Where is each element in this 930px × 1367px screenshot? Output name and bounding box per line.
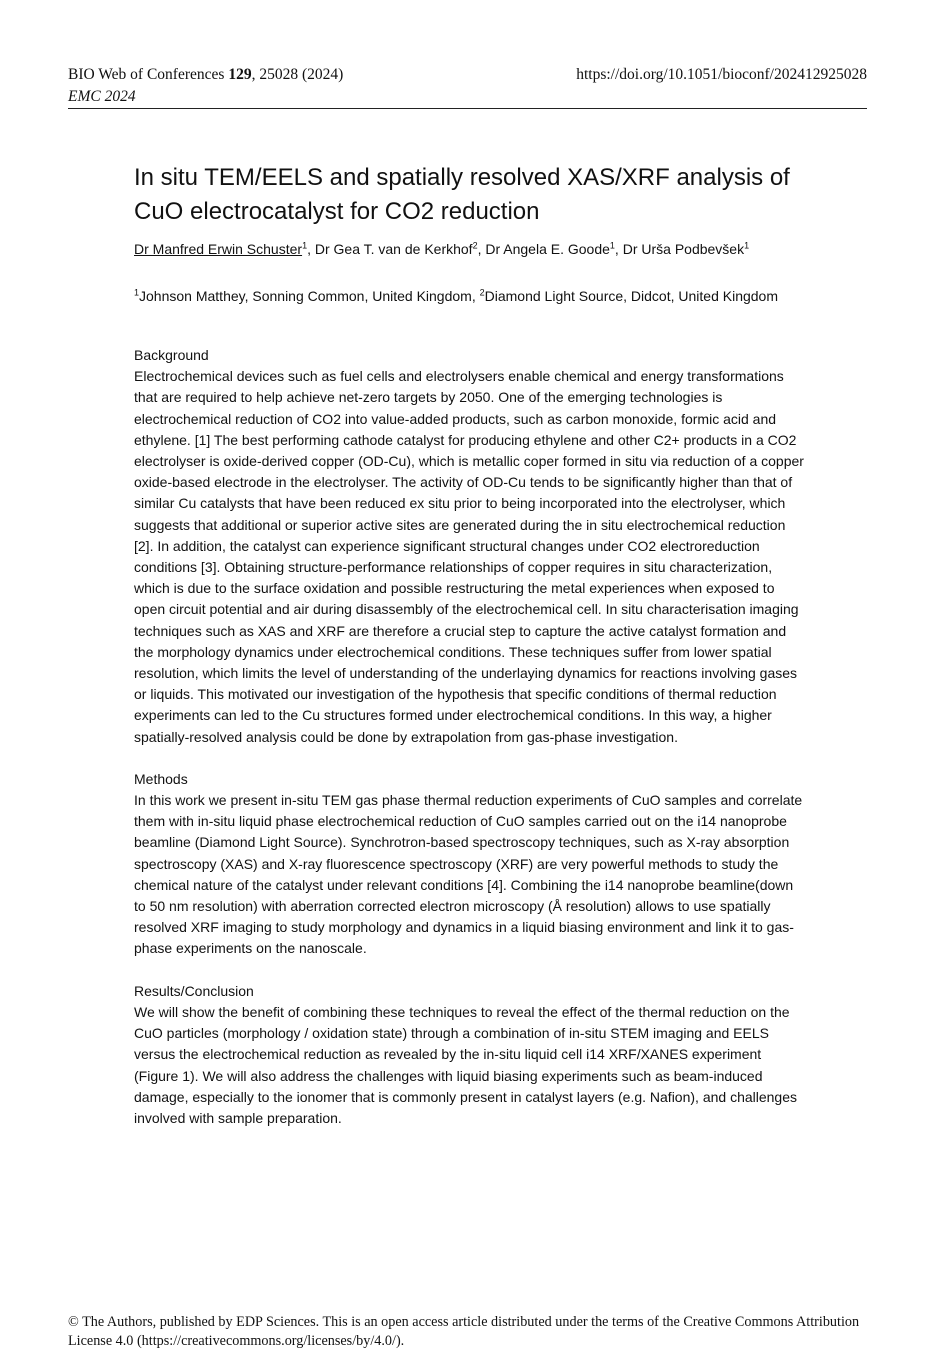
author-name: Dr Gea T. van de Kerkhof xyxy=(314,241,473,257)
journal-volume: 129 xyxy=(228,66,252,83)
author-affil-sup: 1 xyxy=(302,240,308,251)
author-item xyxy=(485,241,622,257)
affiliation-sup: 1 xyxy=(134,287,140,298)
author-name[interactable]: Dr Manfred Erwin Schuster xyxy=(134,241,303,257)
header-divider xyxy=(68,108,867,109)
author-item xyxy=(134,241,315,257)
doi-link[interactable]: https://doi.org/10.1051/bioconf/202412925028 xyxy=(576,66,867,83)
section-results xyxy=(134,981,804,1129)
conference-name: EMC 2024 xyxy=(68,88,136,105)
author-list xyxy=(134,239,804,260)
affiliation-item xyxy=(134,288,480,304)
affiliation-item xyxy=(480,288,778,304)
section-methods xyxy=(134,769,804,960)
author-separator: , xyxy=(614,241,623,257)
header-top-row xyxy=(68,64,867,86)
section-heading: Background xyxy=(134,347,209,363)
section-background xyxy=(134,345,804,748)
abstract-body xyxy=(134,345,804,1150)
journal-citation xyxy=(68,64,343,86)
author-name: Dr Urša Podbevšek xyxy=(622,241,745,257)
section-paragraph: In this work we present in-situ TEM gas phase thermal reduction experiments of CuO samples and correlate them with in-situ liquid phase electrochemical reduction of CuO samples carried out on the i14 nanoprobe beamline (Diamond Light Source). Synchrotron-based spectroscopy techniques, such as X-ray absorption spectroscopy (XAS) and X-ray fluorescence spectroscopy (XRF) are very powerful methods to study the chemical nature of the catalyst under relevant conditions [4]. Combining the i14 nanoprobe beamline(down to 50 nm resolution) with aberration corrected electron microscopy (Å resolution) allows to use spatially resolved XRF imaging to study morphology and dynamics in a liquid biasing environment and link it to gas-phase experiments on the nanoscale. xyxy=(134,792,803,957)
license-footer: © The Authors, published by EDP Sciences. This is an open access article distributed under the terms of the Creative Commons Attribution License 4.0 (https://creativecommons.org/licenses/by/4.0/). xyxy=(68,1314,860,1349)
author-separator: , xyxy=(307,241,315,257)
author-item xyxy=(315,241,486,257)
author-name: Dr Angela E. Goode xyxy=(485,241,610,257)
author-separator: , xyxy=(477,241,486,257)
section-heading: Methods xyxy=(134,770,188,787)
article-info: , 25028 (2024) xyxy=(251,66,344,83)
journal-name: BIO Web of Conferences xyxy=(68,66,229,83)
section-paragraph: Electrochemical devices such as fuel cells and electrolysers enable chemical and energy transformations that are required to help achieve net-zero targets by 2050. One of the emerging technologies is electrochemical reduction of CO2 into value-added products, such as carbon monoxide, formic acid and ethylene. [1] The best performing cathode catalyst for producing ethylene and other C2+ products in a CO2 electrolyser is oxide-derived copper (OD-Cu), which is metallic coper formed in situ via reduction of a copper oxide-based electrode in the electrolyser. The activity of OD-Cu tends to be significantly higher than that of similar Cu catalysts that have been reduced ex situ prior to being incorporated into the electrolyser, which suggests that additional or superior active sites are generated during the in situ electrochemical reduction [2]. In addition, the catalyst can experience significant structural changes under CO2 electroreduction conditions [3]. Obtaining structure-performance relationships of copper requires in situ characterization, which is due to the surface oxidation and possible restructuring the metal experiences when exposed to open circuit potential and air during disassembly of the electrochemical cell. In situ characterisation imaging techniques such as XAS and XRF are therefore a crucial step to capture the active catalyst formation and the morphology dynamics under electrochemical conditions. These techniques suffer from lower spatial resolution, which limits the level of understanding of the underlaying dynamics for reactions involving gases or liquids. This motivated our investigation of the hypothesis that specific conditions of thermal reduction experiments can led to the Cu structures formed under electrochemical conditions. In this way, a higher spatially-resolved analysis could be done by extrapolation from gas-phase investigation. xyxy=(134,368,804,745)
affiliation-text: Johnson Matthey, Sonning Common, United Kingdom, xyxy=(139,288,480,304)
author-affil-sup: 1 xyxy=(609,240,615,251)
author-affil-sup: 2 xyxy=(472,240,478,251)
author-affil-sup: 1 xyxy=(744,240,750,251)
affiliation-sup: 2 xyxy=(479,287,485,298)
author-item xyxy=(623,241,749,257)
section-paragraph: We will show the benefit of combining these techniques to reveal the effect of the thermal reduction on the CuO particles (morphology / oxidation state) through a combination of in-situ STEM imaging and EELS versus the electrochemical reduction as revealed by the in-situ liquid cell i14 XRF/XANES experiment (Figure 1). We will also address the challenges with liquid biasing experiments such as beam-induced damage, especially to the ionomer that is commonly present in catalyst layers (e.g. Nafion), and challenges involved with sample preparation. xyxy=(134,1003,798,1126)
page-header xyxy=(68,64,867,108)
section-heading: Results/Conclusion xyxy=(134,982,254,999)
affiliation-text: Diamond Light Source, Didcot, United Kingdom xyxy=(484,288,779,304)
affiliation-list xyxy=(134,288,804,305)
paper-title: In situ TEM/EELS and spatially resolved XAS/XRF analysis of CuO electrocatalyst for CO2 reduction xyxy=(134,164,790,225)
